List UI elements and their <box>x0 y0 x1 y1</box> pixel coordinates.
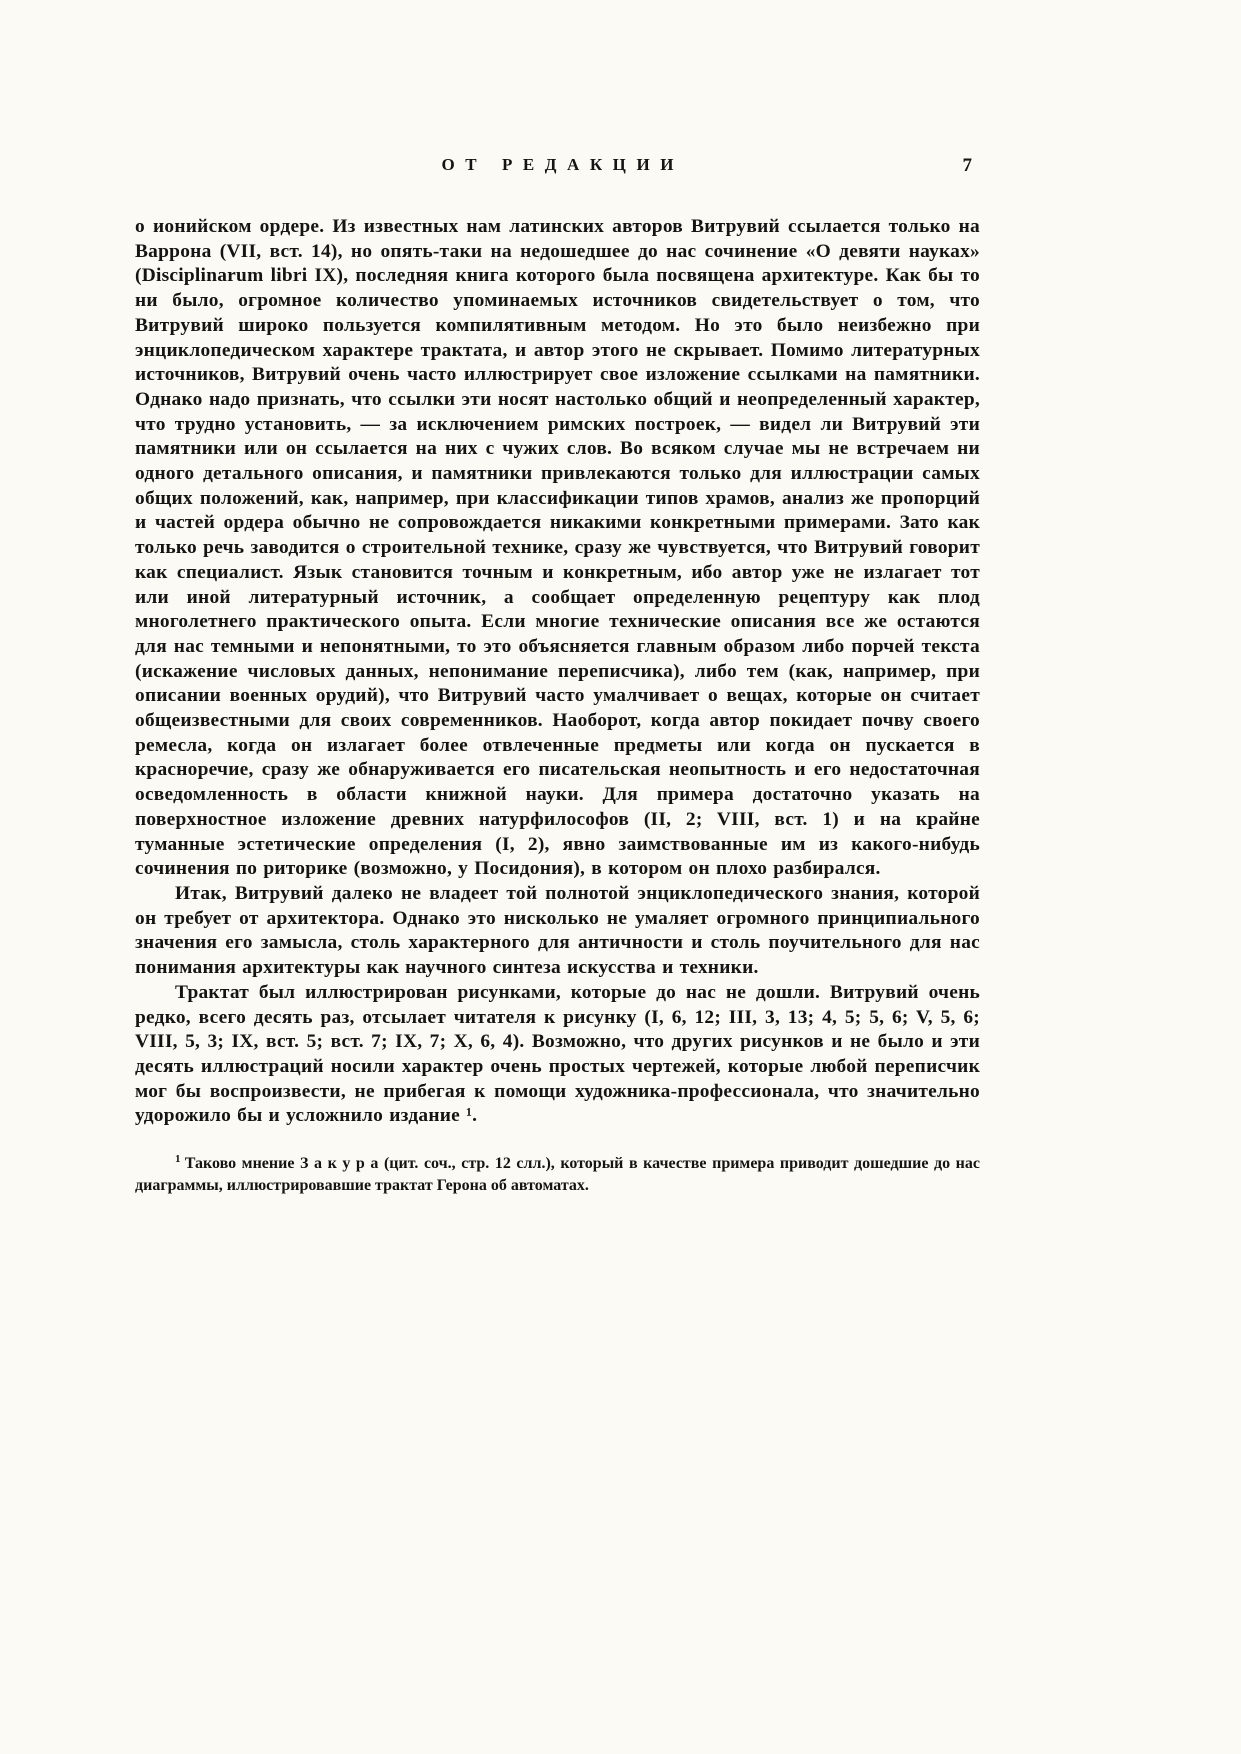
page-body <box>135 215 980 1129</box>
text-column <box>135 155 980 1196</box>
paragraph: Итак, Витрувий далеко не владеет той полнотой энциклопедического знания, которой он требует от архитектора. Однако это нисколько не умаляет огромного принципиального значения его замысла, столь характерного для античности и столь поучительного для нас понимания архитектуры как научного синтеза искусства и техники. <box>135 882 980 979</box>
paragraph: Трактат был иллюстрирован рисунками, которые до нас не дошли. Витрувий очень редко, всего десять раз, отсылает читателя к рисунку (I, 6, 12; III, 3, 13; 4, 5; 5, 6; V, 5, 6; VIII, 5, 3; IX, вст. 5; вст. 7; IX, 7; X, 6, 4). Возможно, что других рисунков и не было и эти десять иллюстраций носили характер очень простых чертежей, которые любой переписчик мог бы воспроизвести, не прибегая к помощи художника-профессионала, что значительно удорожило бы и усложнило издание ¹. <box>135 981 980 1127</box>
footnote-text: Таково мнение З а к у р а (цит. соч., стр. 12 слл.), который в качестве примера приводит дошедшие до нас диаграммы, иллюстрировавшие трактат Герона об автоматах. <box>135 1155 980 1194</box>
page-number: 7 <box>962 155 972 176</box>
paragraph-continuation: о ионийском ордере. Из известных нам латинских авторов Витрувий ссылается только на Варрона (VII, вст. 14), но опять-таки на недошедшее до нас сочинение «О девяти науках» (Disciplinarum libri IX), последняя книга которого была посвящена архитектуре. Как бы то ни было, огромное количество упоминаемых источников свидетельствует о том, что Витрувий широко пользуется компилятивным методом. Но это было неизбежно при энциклопедическом характере трактата, и автор этого не скрывает. Помимо литературных источников, Витрувий очень часто иллюстрирует свое изложение ссылками на памятники. Однако надо признать, что ссылки эти носят настолько общий и неопределенный характер, что трудно установить, — за исключением римских построек, — видел ли Витрувий эти памятники или он ссылается на них с чужих слов. Во всяком случае мы не встречаем ни одного детального описания, и памятники привлекаются только для иллюстрации самых общих положений, как, например, при классификации типов храмов, анализ же пропорций и частей ордера обычно не сопровождается никакими конкретными примерами. Зато как только речь заводится о строительной технике, сразу же чувствуется, что Витрувий говорит как специалист. Язык становится точным и конкретным, ибо автор уже не излагает тот или иной литературный источник, а сообщает определенную рецептуру как плод многолетнего практического опыта. Если многие технические описания все же остаются для нас темными и непонятными, то это объясняется главным образом либо порчей текста (искажение числовых данных, непонимание переписчика), либо тем (как, например, при описании военных орудий), что Витрувий часто умалчивает о вещах, которые он считает общеизвестными для своих современников. Наоборот, когда автор покидает почву своего ремесла, когда он излагает более отвлеченные предметы или когда он пускается в красноречие, сразу же обнаруживается его писательская неопытность и его недостаточная осведомленность в области книжной науки. Для примера достаточно указать на поверхностное изложение древних натурфилософов (II, 2; VIII, вст. 1) и на крайне туманные эстетические определения (I, 2), явно заимствованные им из какого-нибудь сочинения по риторике (возможно, у Посидония), в котором он плохо разбирался. <box>135 216 980 880</box>
footnote-marker: 1 <box>175 1152 181 1165</box>
footnote <box>135 1153 980 1196</box>
page-header <box>135 155 980 189</box>
running-title: ОТ РЕДАКЦИИ <box>441 155 684 174</box>
